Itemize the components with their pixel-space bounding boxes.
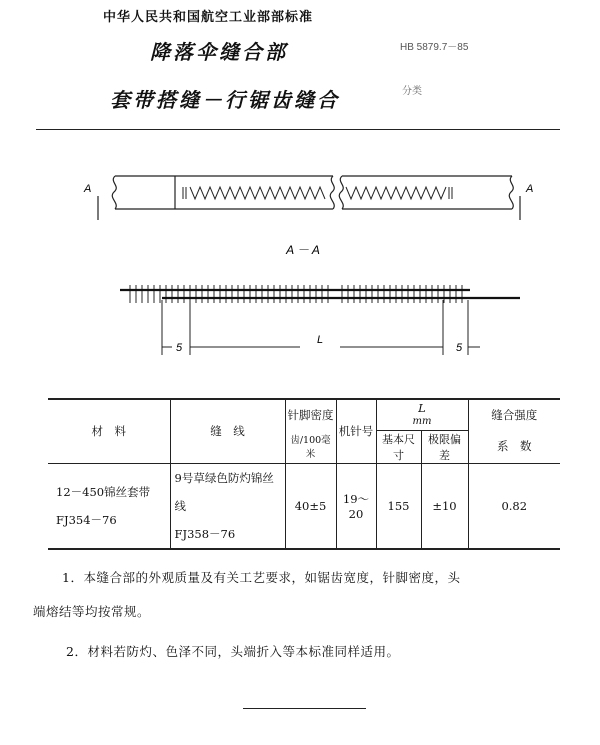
thread-line2: FJ358－76: [174, 526, 236, 541]
header-divider: [36, 129, 560, 130]
cell-material: [48, 463, 170, 549]
end-allowance-left: 5: [176, 342, 183, 354]
header-basic-size: 基本尺寸: [376, 430, 421, 463]
document-title-line2: 套带搭缝－行锯齿缝合: [110, 88, 340, 112]
cell-limit-deviation: ±10: [421, 463, 468, 549]
footer-divider: [243, 708, 366, 709]
header-material: 材 料: [48, 399, 170, 463]
note-1-line1: 1．本缝合部的外观质量及有关工艺要求，如锯齿宽度，针脚密度，头: [62, 570, 461, 585]
section-mark-left: A: [84, 183, 92, 195]
header-stitch-unit: 齿/100毫米: [285, 430, 336, 463]
header-strength: 缝合强度: [468, 399, 560, 430]
material-line1: 12－450锦丝套带: [56, 484, 151, 499]
category-label: 分类: [402, 86, 422, 97]
cell-strength-coefficient: 0.82: [468, 463, 560, 549]
header-L-mm: [376, 399, 468, 430]
cell-machine-no: 19～20: [336, 463, 376, 549]
cell-stitch-density: 40±5: [285, 463, 336, 549]
issuing-organization: 中华人民共和国航空工业部部标准: [103, 10, 314, 25]
cell-basic-size: 155: [376, 463, 421, 549]
header-coefficient: 系 数: [468, 430, 560, 463]
section-mark-right: A: [526, 183, 534, 195]
cell-thread: [170, 463, 285, 549]
note-1-line2: 端熔结等均按常规。: [33, 604, 151, 619]
length-label: L: [316, 334, 324, 346]
standard-number: HB 5879.7－85: [400, 42, 469, 53]
spec-table: [48, 398, 560, 550]
table-row: [48, 463, 560, 549]
stitch-diagram: [0, 150, 600, 365]
zigzag-stitch: [183, 187, 452, 199]
note-2: 2．材料若防灼、色泽不同，头端折入等本标准同样适用。: [66, 644, 400, 659]
header-stitch-density: 针脚密度: [285, 399, 336, 430]
section-view: [120, 285, 520, 303]
header-thread: 缝 线: [170, 399, 285, 463]
section-label: A － A: [286, 243, 320, 257]
document-title-line1: 降落伞缝合部: [150, 40, 288, 64]
header-machine-no: 机针号: [336, 399, 376, 463]
dimension-lines: [162, 300, 480, 355]
header-L: L: [418, 400, 426, 415]
material-line2: FJ354－76: [56, 512, 117, 527]
header-mm: mm: [412, 415, 432, 427]
end-allowance-right: 5: [456, 342, 463, 354]
header-limit-deviation: 极限偏差: [421, 430, 468, 463]
thread-line1: 9号草绿色防灼锦丝线: [174, 470, 274, 513]
